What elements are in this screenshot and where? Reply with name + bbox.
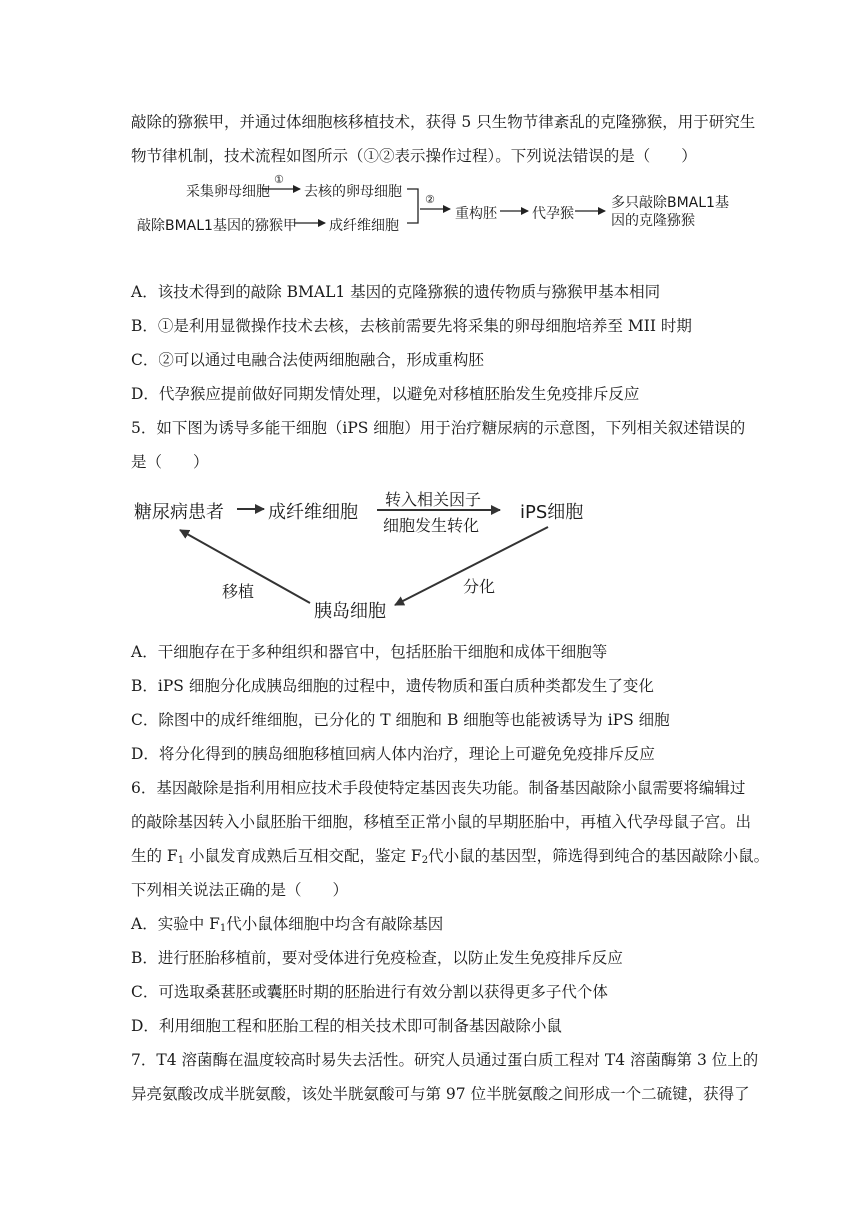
node-diabetes-patient: 糖尿病患者: [134, 502, 224, 523]
q6-option-a: [131, 914, 443, 934]
label-differentiate: 分化: [463, 577, 496, 596]
q6-line3-part-a: 生的 F: [131, 847, 178, 865]
q4-stem-line-1: 敲除的猕猴甲，并通过体细胞核移植技术，获得 5 只生物节律紊乱的克隆猕猴，用于研究生: [131, 113, 756, 131]
q6-stem-line-3: [131, 846, 769, 866]
q7-stem-line-1: 7．T4 溶菌酶在温度较高时易失去活性。研究人员通过蛋白质工程对 T4 溶菌酶第 3 位上的: [131, 1051, 759, 1069]
node-result-line-2: 因的克隆猕猴: [611, 213, 695, 229]
node-result-line-1: 多只敲除BMAL1基: [611, 195, 729, 211]
q6-option-b: B．进行胚胎移植前，要对受体进行免疫检查，以防止发生免疫排斥反应: [131, 949, 623, 967]
q6-stem-line-1: 6．基因敲除是指利用相应技术手段使特定基因丧失功能。制备基因敲除小鼠需要将编辑过: [131, 779, 746, 797]
q5-option-c: C．除图中的成纤维细胞，已分化的 T 细胞和 B 细胞等也能被诱导为 iPS 细胞: [131, 711, 670, 729]
label-cell-transformation: 细胞发生转化: [383, 516, 480, 535]
node-fibroblast-cell: 成纤维细胞: [268, 502, 358, 523]
q6-option-a-sub: 1: [219, 923, 227, 934]
label-transplant: 移植: [222, 582, 255, 601]
q6-stem-line-2: 的敲除基因转入小鼠胚胎干细胞，移植至正常小鼠的早期胚胎中，再植入代孕母鼠子宫。出: [131, 813, 752, 831]
q7-stem-line-2: 异亮氨酸改成半胱氨酸，该处半胱氨酸可与第 97 位半胱氨酸之间形成一个二硫键，获得了: [131, 1085, 750, 1103]
q4-option-b: B．①是利用显微操作技术去核，去核前需要先将采集的卵母细胞培养至 MII 时期: [131, 317, 692, 335]
q5-option-b: B．iPS 细胞分化成胰岛细胞的过程中，遗传物质和蛋白质种类都发生了变化: [131, 677, 654, 695]
q6-line3-part-c: 代小鼠的基因型，筛选得到纯合的基因敲除小鼠。: [428, 847, 770, 865]
node-reconstructed-embryo: 重构胚: [455, 206, 497, 222]
q4-stem-line-2: 物节律机制，技术流程如图所示（①②表示操作过程）。下列说法错误的是（ ）: [131, 147, 697, 165]
q6-option-d: D．利用细胞工程和胚胎工程的相关技术即可制备基因敲除小鼠: [131, 1017, 562, 1035]
node-surrogate-monkey: 代孕猴: [532, 206, 574, 222]
node-collect-egg: 采集卵母细胞: [186, 184, 270, 200]
node-islet-cell: 胰岛细胞: [314, 601, 386, 622]
step-2-label: ②: [425, 193, 435, 206]
step-1-label: ①: [274, 173, 284, 186]
node-fibroblast: 成纤维细胞: [329, 218, 399, 234]
q6-line3-part-b: 小鼠发育成熟后互相交配，鉴定 F: [184, 847, 422, 865]
node-enucleated-egg: 去核的卵母细胞: [304, 184, 402, 200]
q6-stem-line-4: 下列相关说法正确的是（ ）: [131, 881, 349, 899]
q4-option-a: A．该技术得到的敲除 BMAL1 基因的克隆猕猴的遗传物质与猕猴甲基本相同: [131, 283, 661, 301]
label-introduce-factors: 转入相关因子: [385, 490, 482, 509]
q4-option-d: D．代孕猴应提前做好同期发情处理，以避免对移植胚胎发生免疫排斥反应: [131, 385, 640, 403]
node-knockout-monkey: 敲除BMAL1基因的猕猴甲: [137, 218, 297, 234]
q6-option-a-part-b: 代小鼠体细胞中均含有敲除基因: [226, 915, 444, 933]
q5-option-d: D．将分化得到的胰岛细胞移植回病人体内治疗，理论上可避免免疫排斥反应: [131, 745, 655, 763]
node-ips-cell: iPS细胞: [520, 502, 584, 523]
q6-option-c: C．可选取桑葚胚或囊胚时期的胚胎进行有效分割以获得更多子代个体: [131, 983, 608, 1001]
q4-option-c: C．②可以通过电融合法使两细胞融合，形成重构胚: [131, 351, 484, 369]
q6-option-a-part-a: A．实验中 F: [131, 915, 220, 933]
q6-line3-sub-1: 1: [177, 855, 185, 866]
q5-stem-line-1: 5．如下图为诱导多能干细胞（iPS 细胞）用于治疗糖尿病的示意图，下列相关叙述错误的: [131, 419, 746, 437]
q5-stem-line-2: 是（ ）: [131, 453, 209, 471]
q6-line3-sub-2: 2: [421, 855, 429, 866]
q5-option-a: A．干细胞存在于多种组织和器官中，包括胚胎干细胞和成体干细胞等: [131, 643, 608, 661]
